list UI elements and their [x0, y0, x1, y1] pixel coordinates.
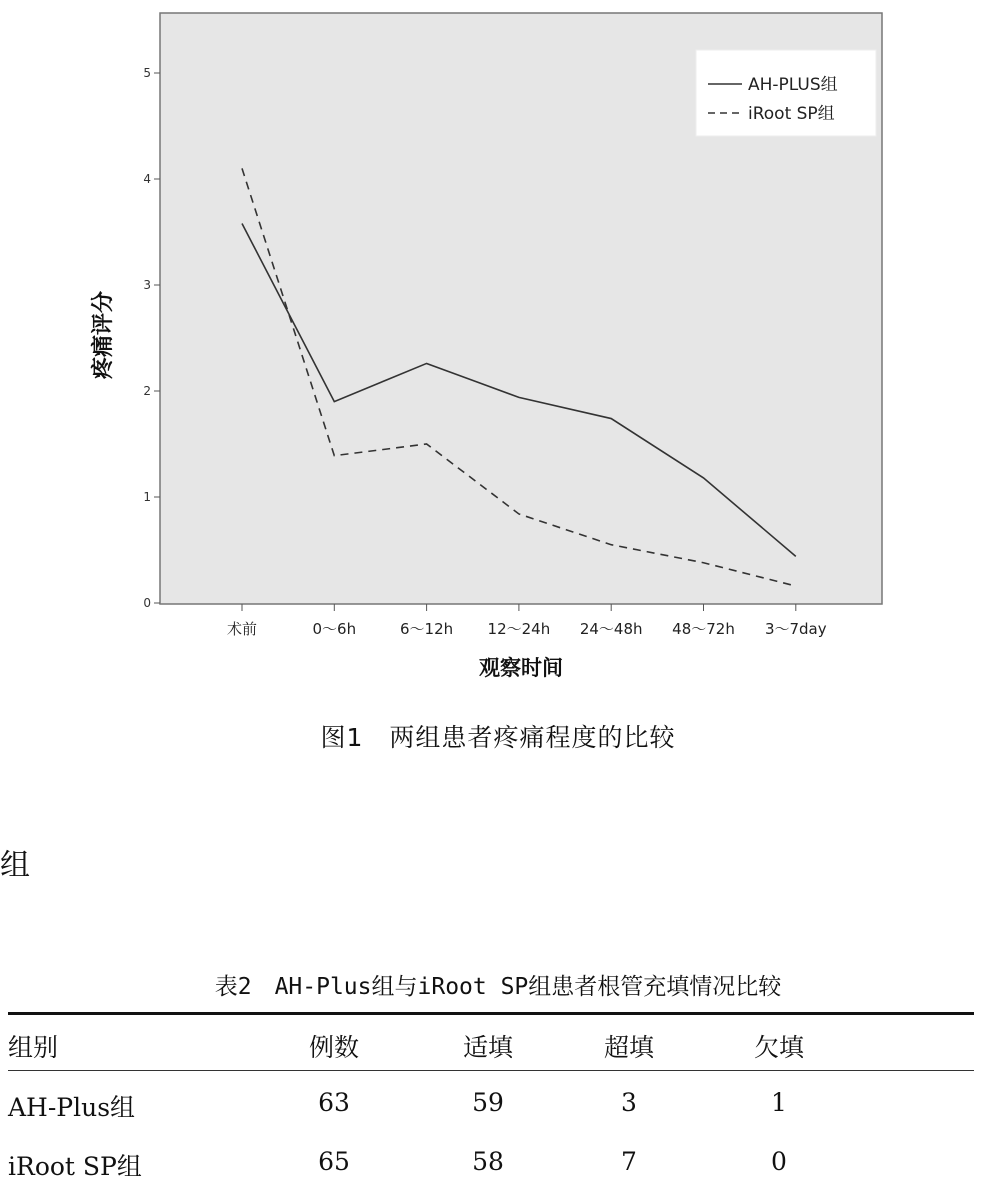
y-tick-label: 1 — [143, 490, 151, 504]
table-caption: 表2 AH-Plus组与iRoot SP组患者根管充填情况比较 — [214, 974, 782, 1000]
cell-group: AH-Plus组 — [8, 1093, 136, 1122]
cell-overfill: 7 — [621, 1147, 637, 1176]
table-header-rule — [8, 1070, 974, 1071]
cell-underfill: 0 — [771, 1147, 787, 1176]
y-tick-label: 5 — [143, 66, 151, 80]
y-tick-label: 3 — [143, 278, 151, 292]
cell-group: iRoot SP组 — [8, 1152, 142, 1181]
x-tick-label: 3～7day — [764, 620, 827, 638]
cell-count: 65 — [318, 1147, 350, 1176]
x-tick-label: 术前 — [226, 620, 258, 638]
cell-count: 63 — [318, 1088, 350, 1117]
table-row — [8, 1074, 974, 1130]
cell-overfill: 3 — [621, 1088, 637, 1117]
figure-caption: 图1 两组患者疼痛程度的比较 — [320, 723, 676, 752]
x-tick-label: 0～6h — [312, 620, 357, 638]
table-row — [8, 1133, 974, 1189]
cell-adequate: 59 — [472, 1088, 504, 1117]
x-axis-label: 观察时间 — [479, 656, 563, 680]
header-adequate: 适填 — [462, 1033, 513, 1062]
header-overfill: 超填 — [603, 1033, 654, 1062]
x-tick-label: 6～12h — [400, 620, 454, 638]
y-tick-label: 2 — [143, 384, 151, 398]
y-axis-label: 疼痛评分 — [91, 290, 116, 380]
table-header-row — [8, 1014, 974, 1070]
cell-underfill: 1 — [771, 1088, 787, 1117]
legend-label-ahplus: AH-PLUS组 — [748, 75, 838, 95]
y-tick-label: 4 — [143, 172, 151, 186]
x-tick-label: 24～48h — [579, 620, 643, 638]
cell-adequate: 58 — [472, 1147, 504, 1176]
header-count: 例数 — [308, 1033, 359, 1062]
stray-character: 组 — [0, 848, 30, 883]
y-tick-label: 0 — [143, 596, 151, 610]
header-group: 组别 — [8, 1033, 59, 1062]
legend-label-iroot: iRoot SP组 — [748, 104, 835, 124]
legend — [696, 50, 876, 136]
x-tick-label: 12～24h — [487, 620, 551, 638]
x-tick-label: 48～72h — [672, 620, 735, 638]
header-underfill: 欠填 — [753, 1033, 804, 1062]
